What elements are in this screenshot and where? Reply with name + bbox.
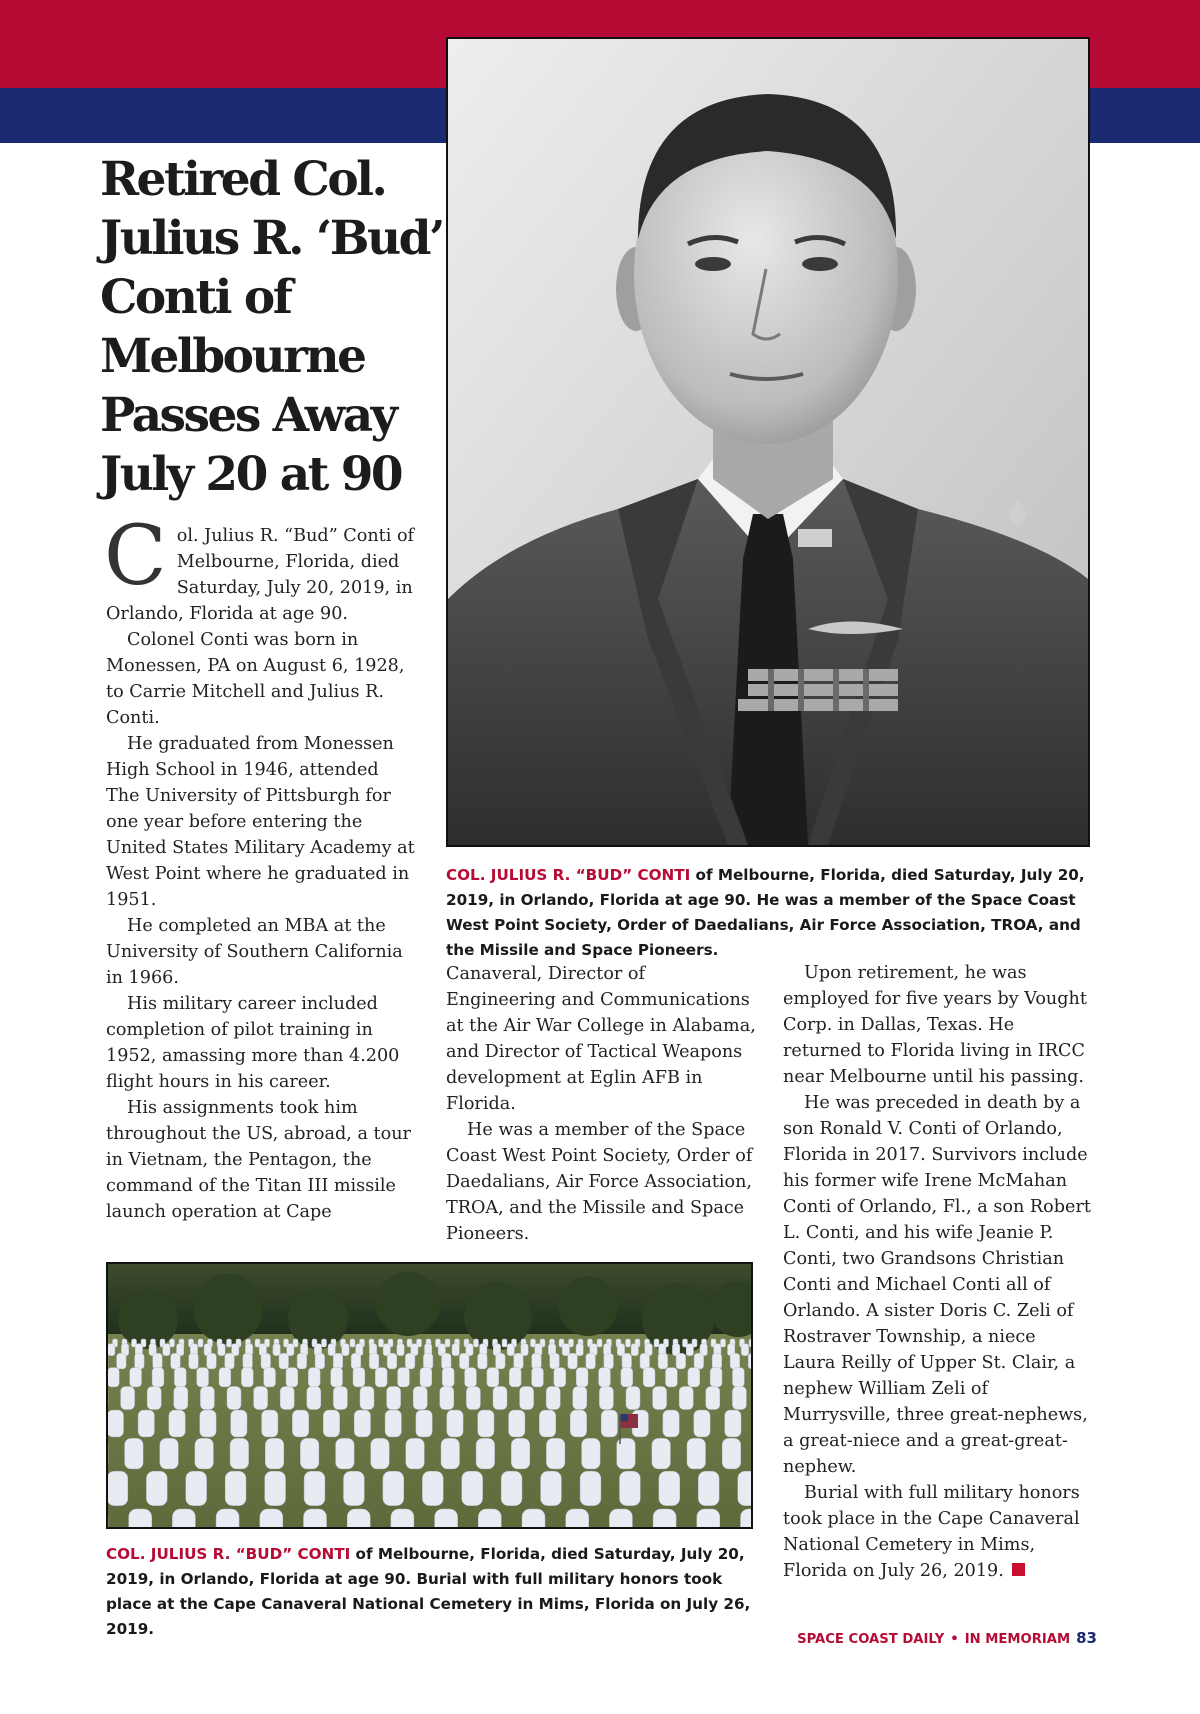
article-column-2 <box>446 961 759 1247</box>
cemetery-caption-text: of Melbourne, Florida, died Saturday, July 20, 2019, in Orlando, Florida at age 90. Burial with full military honors took place at the Cape Canaveral National Cemetery in Mims, Florida on July 26, 2019. <box>106 1545 751 1638</box>
portrait-photo <box>446 37 1090 847</box>
article-paragraph: He graduated from Monessen High School in 1946, attended The University of Pittsburgh for one year before entering the United States Military Academy at West Point where he graduated in 1951. <box>106 734 415 910</box>
drop-cap: C <box>104 509 167 604</box>
footer-bullet-icon: • <box>950 1632 959 1647</box>
article-paragraph: His assignments took him throughout the US, abroad, a tour in Vietnam, the Pentagon, the command of the Titan III missile launch operation at Cape <box>106 1098 411 1222</box>
portrait-caption-lead: COL. JULIUS R. “BUD” CONTI <box>446 866 691 884</box>
footer-publication: SPACE COAST DAILY <box>797 1632 945 1647</box>
portrait-caption <box>446 863 1096 963</box>
article-paragraph: He was a member of the Space Coast West Point Society, Order of Daedalians, Air Force Association, TROA, and the Missile and Space Pioneers. <box>446 1120 753 1244</box>
cemetery-photo <box>106 1262 753 1529</box>
page-number: 83 <box>1076 1629 1097 1647</box>
article-column-1 <box>104 509 416 1225</box>
article-headline: Retired Col. Julius R. ‘Bud’ Conti of Melbourne Passes Away July 20 at 90 <box>100 152 443 502</box>
article-column-3 <box>783 960 1093 1584</box>
article-paragraph: Colonel Conti was born in Monessen, PA on August 6, 1928, to Carrie Mitchell and Julius R. Conti. <box>106 630 405 728</box>
cemetery-caption <box>106 1542 756 1642</box>
end-mark-icon <box>1012 1563 1025 1576</box>
article-paragraph: Canaveral, Director of Engineering and Communications at the Air War College in Alabama, and Director of Tactical Weapons development at Eglin AFB in Florida. <box>446 964 756 1114</box>
portrait-caption-text: of Melbourne, Florida, died Saturday, July 20, 2019, in Orlando, Florida at age 90. He was a member of the Space Coast West Point Society, Order of Daedalians, Air Force Association, TROA, and the Missile and Space Pioneers. <box>446 866 1085 959</box>
page-footer <box>797 1629 1097 1647</box>
article-paragraph: Burial with full military honors took place in the Cape Canaveral National Cemetery in Mims, Florida on July 26, 2019. <box>783 1483 1080 1581</box>
cemetery-caption-lead: COL. JULIUS R. “BUD” CONTI <box>106 1545 351 1563</box>
article-paragraph: He was preceded in death by a son Ronald V. Conti of Orlando, Florida in 2017. Survivors include his former wife Irene McMahan Conti of Orlando, Fl., a son Robert L. Conti, and his wife Jeanie P. Conti, two Grandsons Christian Conti and Michael Conti all of Orlando. A sister Doris C. Zeli of Rostraver Township, a niece Laura Reilly of Upper St. Clair, a nephew William Zeli of Murrysville, three great-nephews, a great-niece and a great-great-nephew. <box>783 1093 1091 1477</box>
article-paragraph: Upon retirement, he was employed for five years by Vought Corp. in Dallas, Texas. He returned to Florida living in IRCC near Melbourne until his passing. <box>783 963 1087 1087</box>
article-paragraph: Col. Julius R. “Bud” Conti of Melbourne, Florida, died Saturday, July 20, 2019, in Orlando, Florida at age 90. <box>104 509 415 624</box>
article-paragraph: He completed an MBA at the University of Southern California in 1966. <box>106 916 403 988</box>
footer-section: IN MEMORIAM <box>964 1632 1071 1647</box>
article-paragraph: His military career included completion of pilot training in 1952, amassing more than 4.200 flight hours in his career. <box>106 994 400 1092</box>
